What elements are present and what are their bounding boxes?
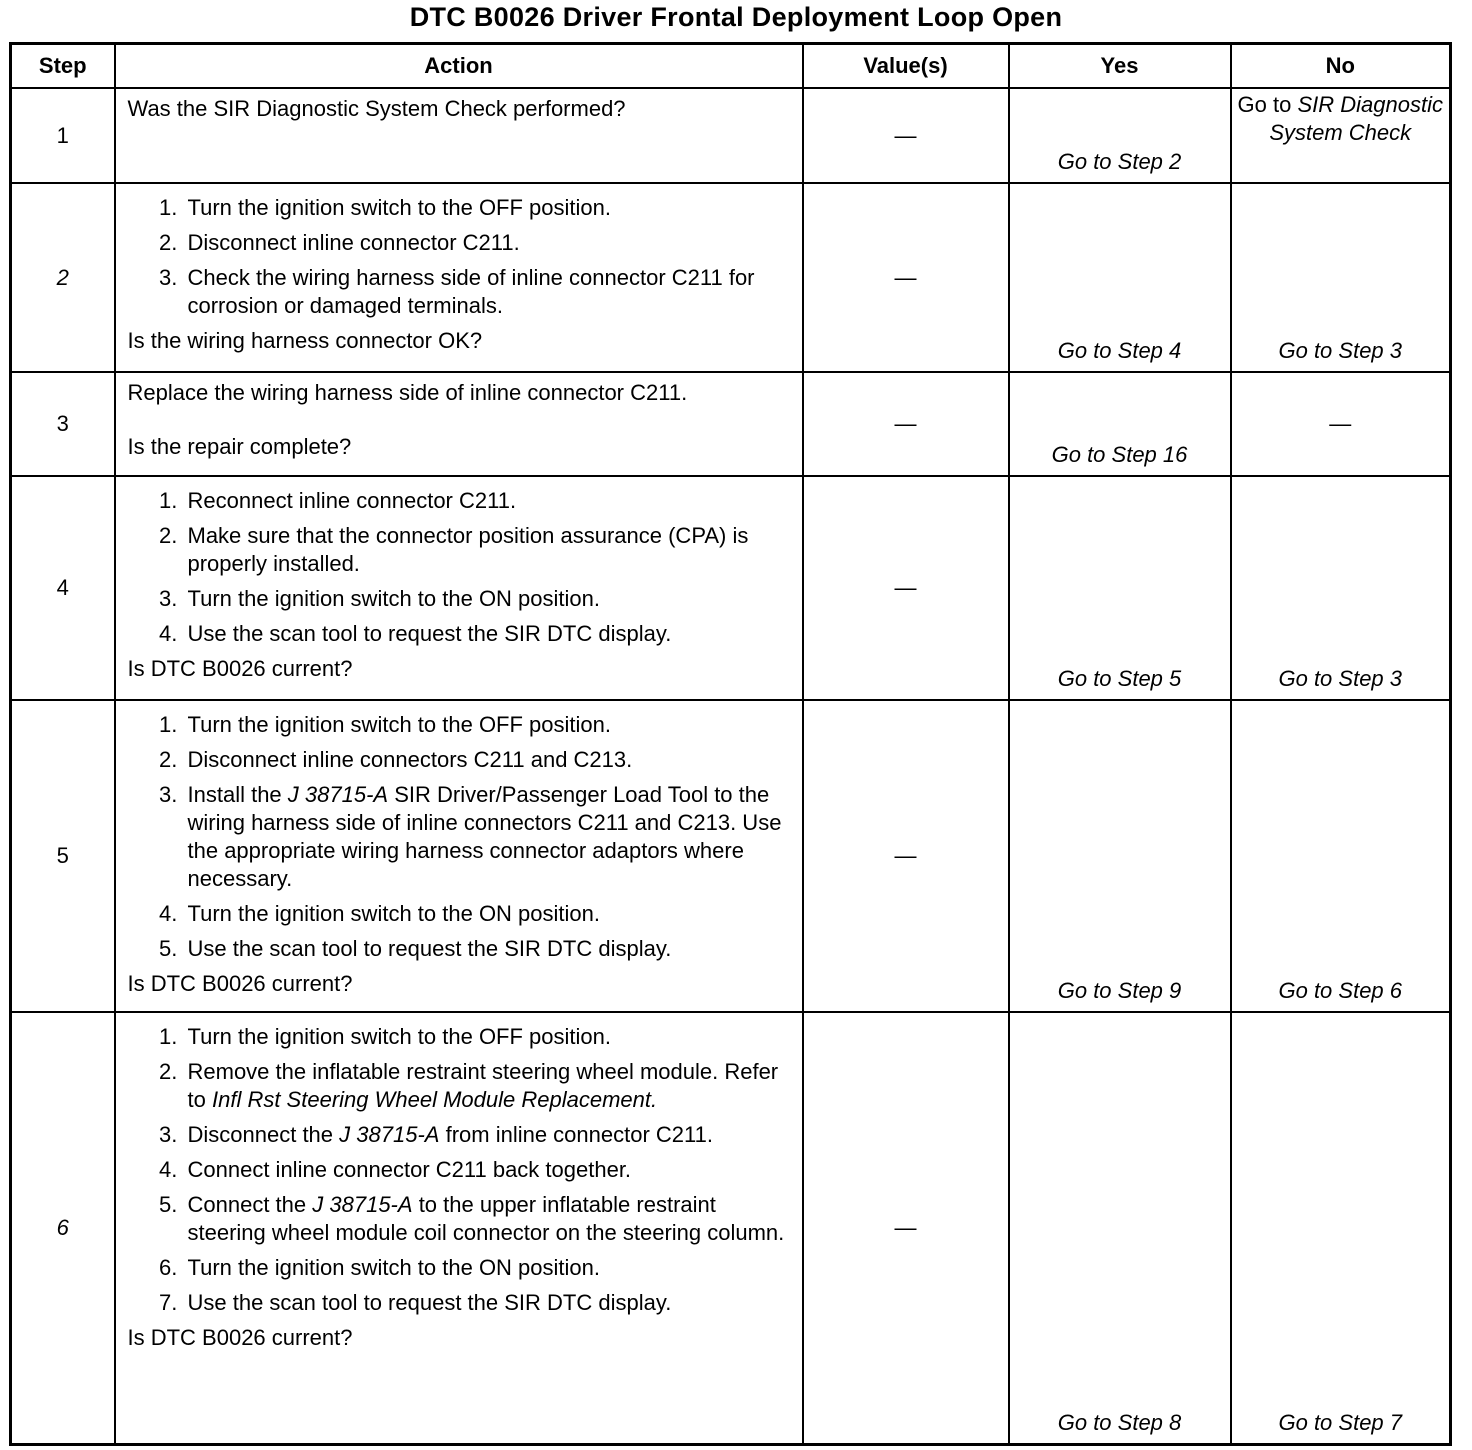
action-statement: Replace the wiring harness side of inline connector C211. — [127, 380, 688, 405]
table-header-row — [11, 44, 1451, 89]
yes-cell: Go to Step 16 — [1009, 372, 1231, 476]
step-number: 4 — [11, 476, 115, 700]
header-values: Value(s) — [803, 44, 1009, 89]
procedure-reference: Infl Rst Steering Wheel Module Replacement. — [211, 1087, 658, 1112]
value-cell: — — [803, 1012, 1009, 1444]
no-cell — [1231, 88, 1451, 183]
no-cell: Go to Step 6 — [1231, 700, 1451, 1012]
action-cell — [115, 1012, 803, 1444]
action-step: 5. Use the scan tool to request the SIR DTC display. — [184, 935, 794, 963]
action-step: 4. Turn the ignition switch to the ON position. — [184, 900, 794, 928]
action-cell — [115, 700, 803, 1012]
step-text: SIR Driver/Passenger Load Tool to the wiring harness side of inline connectors C211 and C213. Use the appropriate wiring harness connector adaptors where necessary. — [187, 782, 782, 891]
action-step: 2. Make sure that the connector position assurance (CPA) is properly installed. — [184, 522, 794, 578]
value-cell: — — [803, 700, 1009, 1012]
header-no: No — [1231, 44, 1451, 89]
no-cell: — — [1231, 372, 1451, 476]
step-number: 3 — [11, 372, 115, 476]
value-cell: — — [803, 183, 1009, 372]
header-step: Step — [11, 44, 115, 89]
step-text: Remove the inflatable restraint steering wheel module. Refer to — [187, 1059, 779, 1112]
no-prefix: Go to — [1237, 92, 1292, 117]
action-steps — [128, 194, 794, 320]
no-cell: Go to Step 3 — [1231, 183, 1451, 372]
step-number: 5 — [11, 700, 115, 1012]
table-row — [11, 1012, 1451, 1444]
action-question: Is DTC B0026 current? — [127, 1325, 353, 1350]
step-text: Connect the — [187, 1192, 307, 1217]
value-cell: — — [803, 372, 1009, 476]
page-title: DTC B0026 Driver Frontal Deployment Loop Open — [409, 2, 1063, 32]
value-cell: — — [803, 476, 1009, 700]
value-cell: — — [803, 88, 1009, 183]
step-number: 2 — [11, 183, 115, 372]
action-step: 3. Turn the ignition switch to the ON position. — [184, 585, 794, 613]
step-number: 1 — [11, 88, 115, 183]
action-step — [184, 781, 794, 893]
action-steps — [128, 711, 794, 963]
action-step: 7. Use the scan tool to request the SIR DTC display. — [184, 1289, 794, 1317]
yes-cell: Go to Step 5 — [1009, 476, 1231, 700]
action-question: Is the wiring harness connector OK? — [127, 328, 483, 353]
table-row — [11, 88, 1451, 183]
action-step: 1. Turn the ignition switch to the OFF position. — [184, 194, 794, 222]
action-step: 6. Turn the ignition switch to the ON position. — [184, 1254, 794, 1282]
table-row — [11, 183, 1451, 372]
table-row — [11, 476, 1451, 700]
action-step: 1. Turn the ignition switch to the OFF position. — [184, 1023, 794, 1051]
action-cell — [115, 476, 803, 700]
step-text: Disconnect the — [187, 1122, 334, 1147]
action-step: 4. Use the scan tool to request the SIR DTC display. — [184, 620, 794, 648]
tool-reference: J 38715-A — [339, 1122, 440, 1147]
yes-cell: Go to Step 4 — [1009, 183, 1231, 372]
action-step: 2. Disconnect inline connector C211. — [184, 229, 794, 257]
action-step — [184, 1191, 794, 1247]
tool-reference: J 38715-A — [312, 1192, 413, 1217]
action-step: 2. Disconnect inline connectors C211 and C213. — [184, 746, 794, 774]
action-question: Is the repair complete? — [127, 434, 352, 459]
no-reference: SIR Diagnostic System Check — [1269, 92, 1443, 145]
action-step — [184, 1058, 794, 1114]
action-step: 4. Connect inline connector C211 back together. — [184, 1156, 794, 1184]
spacer — [128, 407, 794, 433]
table-row — [11, 700, 1451, 1012]
tool-reference: J 38715-A — [287, 782, 389, 807]
header-action: Action — [115, 44, 803, 89]
yes-cell: Go to Step 2 — [1009, 88, 1231, 183]
yes-cell: Go to Step 8 — [1009, 1012, 1231, 1444]
step-text: to the upper inflatable restraint steering wheel module coil connector on the steering column. — [187, 1192, 785, 1245]
action-question: Was the SIR Diagnostic System Check performed? — [127, 96, 626, 121]
table-row — [11, 372, 1451, 476]
action-cell — [115, 372, 803, 476]
action-question: Is DTC B0026 current? — [127, 971, 353, 996]
action-cell — [115, 183, 803, 372]
action-step — [184, 1121, 794, 1149]
action-steps — [128, 487, 794, 648]
diagnostic-table — [9, 42, 1452, 1446]
action-step: 3. Check the wiring harness side of inline connector C211 for corrosion or damaged terminals. — [184, 264, 794, 320]
action-step: 1. Reconnect inline connector C211. — [184, 487, 794, 515]
step-text: Install the — [187, 782, 282, 807]
action-cell — [115, 88, 803, 183]
step-text: from inline connector C211. — [445, 1122, 713, 1147]
header-yes: Yes — [1009, 44, 1231, 89]
action-step: 1. Turn the ignition switch to the OFF position. — [184, 711, 794, 739]
step-number: 6 — [11, 1012, 115, 1444]
no-cell: Go to Step 7 — [1231, 1012, 1451, 1444]
action-steps — [128, 1023, 794, 1317]
yes-cell: Go to Step 9 — [1009, 700, 1231, 1012]
no-cell: Go to Step 3 — [1231, 476, 1451, 700]
action-question: Is DTC B0026 current? — [127, 656, 353, 681]
